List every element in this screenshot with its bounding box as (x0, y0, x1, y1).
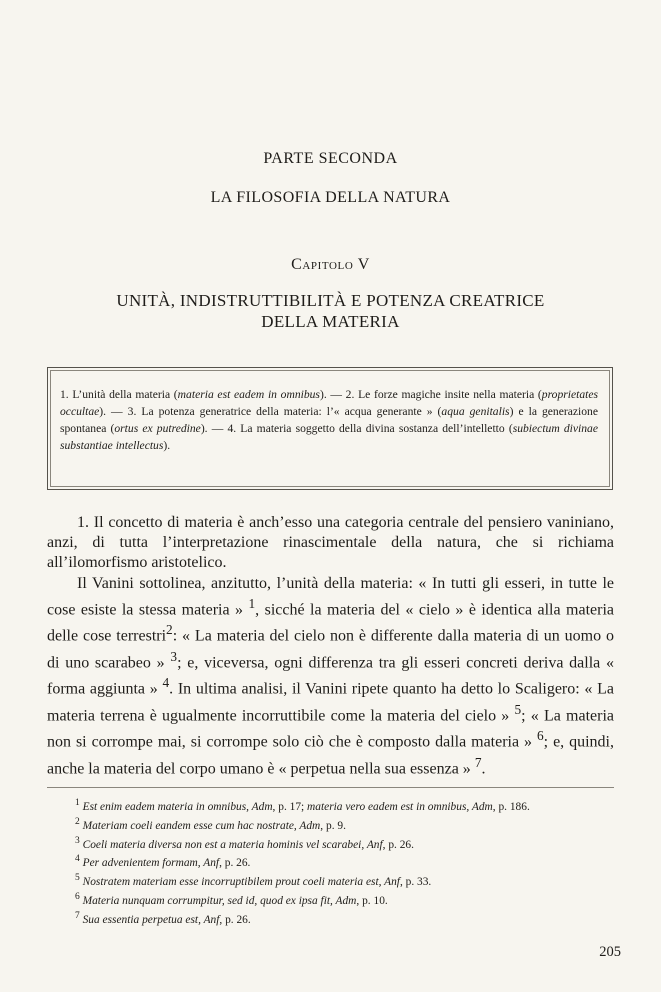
footnote-page: , p. 10. (356, 894, 388, 907)
chapter-title-line-2: DELLA MATERIA (261, 312, 400, 331)
footnote-page: , p. 26. (219, 857, 251, 870)
footnote-number: 3 (75, 835, 80, 846)
footnote-page: , p. 186. (492, 800, 530, 813)
footnote-5 (47, 871, 614, 890)
paragraph-text: : « La materia del cielo non è differente dalla materia di un uomo o di uno scarabeo » (47, 627, 614, 672)
footnote-number: 2 (75, 816, 80, 827)
footnote-number: 7 (75, 910, 80, 921)
footnote-ref[interactable]: 7 (474, 755, 482, 770)
footnote-7 (47, 909, 614, 928)
page-number: 205 (599, 944, 621, 960)
footnote-3 (47, 834, 614, 853)
paragraph-2 (47, 574, 614, 780)
summary-latin: ortus ex putredine (114, 422, 201, 435)
paragraph-text: ; e, viceversa, ogni differenza tra gli esseri concreti deriva dalla « forma aggiunta » (47, 654, 615, 698)
chapter-label-text: Capitolo V (291, 256, 370, 273)
section-title: LA FILOSOFIA DELLA NATURA (210, 189, 451, 206)
footnote-page: , p. 33. (399, 875, 432, 888)
footnote-citation: Sua essentia perpetua est, Anf (82, 913, 220, 926)
chapter-summary-text (60, 386, 598, 454)
footnote-ref[interactable]: 2 (166, 622, 173, 638)
footnote-page: , p. 26. (382, 838, 414, 851)
footnote-number: 5 (75, 873, 80, 884)
footnote-page: , p. 26. (219, 913, 251, 926)
paragraph-text: . (481, 760, 486, 778)
footnote-2 (47, 815, 614, 834)
chapter-title (0, 290, 661, 332)
summary-part: ). — 3. La potenza generatrice della materia: l’« acqua generante » ( (99, 405, 442, 418)
summary-part: ). — 2. Le forze magiche insite nella materia ( (319, 388, 542, 401)
footnote-ref[interactable]: 5 (514, 701, 522, 717)
part-title: PARTE SECONDA (263, 150, 398, 167)
footnote-number: 6 (75, 891, 80, 902)
paragraph-text: . In ultima analisi, il Vanini ripete quanto ha detto lo Scaligero: « La materia terrena è ugualmente incorruttibile come la materia del cielo » (47, 680, 615, 725)
footnote-ref[interactable]: 3 (170, 648, 178, 664)
summary-part: ) e la generazione spontanea ( (60, 405, 598, 435)
footnote-citation: Per advenientem formam, Anf (82, 857, 220, 870)
paragraph-text: , sicché la materia del « cielo » è identica alla materia delle cose terrestri (47, 601, 615, 645)
paragraph-1: 1. Il concetto di materia è anch’esso una categoria centrale del pensiero vaniniano, anzi, di tutta l’interpretazione rinascimentale della natura, che si richiama all’ilomorfismo aristotelico. (47, 514, 614, 572)
footnote-page: , p. 9. (320, 819, 346, 832)
footnote-6 (47, 890, 614, 909)
paragraph-text: ; e, quindi, anche la materia del corpo umano è « perpetua nella sua essenza » (47, 733, 615, 778)
summary-part: ). — 4. La materia soggetto della divina sostanza dell’intelletto ( (200, 422, 513, 435)
footnote-citation: Materia nunquam corrumpitur, sed id, quod ex ipsa fit, Adm (82, 894, 357, 907)
footnote-4 (47, 852, 614, 871)
footnote-citation: Coeli materia diversa non est a materia hominis vel scarabei, Anf (82, 838, 383, 851)
summary-part: ). (163, 439, 171, 452)
footnote-ref[interactable]: 1 (248, 595, 256, 611)
footnote-number: 1 (75, 798, 80, 808)
footnote-citation: Materiam coeli eandem esse cum hac nostrate, Adm (82, 819, 321, 832)
footnote-citation: Est enim eadem materia in omnibus, Adm (82, 800, 273, 813)
body-text (47, 513, 614, 780)
footnotes (47, 796, 614, 928)
footnote-ref[interactable]: 6 (537, 728, 544, 744)
footnote-citation: materia vero eadem est in omnibus, Adm (307, 800, 493, 813)
footnote-citation: Nostratem materiam esse incorruptibilem prout coeli materia est, Anf (82, 875, 400, 888)
chapter-label (0, 256, 661, 274)
summary-latin: materia est eadem in omnibus (177, 388, 320, 401)
paragraph-text: ; « La materia non si corrompe mai, si corrompe solo ciò che è composto dalla materia » (47, 707, 614, 751)
footnote-number: 4 (75, 854, 80, 865)
chapter-summary-box (47, 367, 613, 490)
footnote-page: , p. 17; (272, 800, 308, 813)
paragraph-text: Il Vanini sottolinea, anzitutto, l’unità della materia: « In tutti gli esseri, in tutte le cose esiste la stessa materia » (47, 574, 614, 619)
summary-latin: aqua genitalis (441, 405, 510, 418)
footnote-1 (47, 796, 614, 815)
footnote-divider (47, 787, 614, 788)
summary-latin: subiectum divinae substantiae intellectus (60, 422, 598, 452)
chapter-title-line-1: UNITÀ, INDISTRUTTIBILITÀ E POTENZA CREATRICE (116, 291, 545, 310)
footnote-ref[interactable]: 4 (162, 675, 170, 691)
summary-part: 1. L’unità della materia ( (60, 388, 178, 401)
summary-latin: proprietates occultae (60, 388, 599, 418)
